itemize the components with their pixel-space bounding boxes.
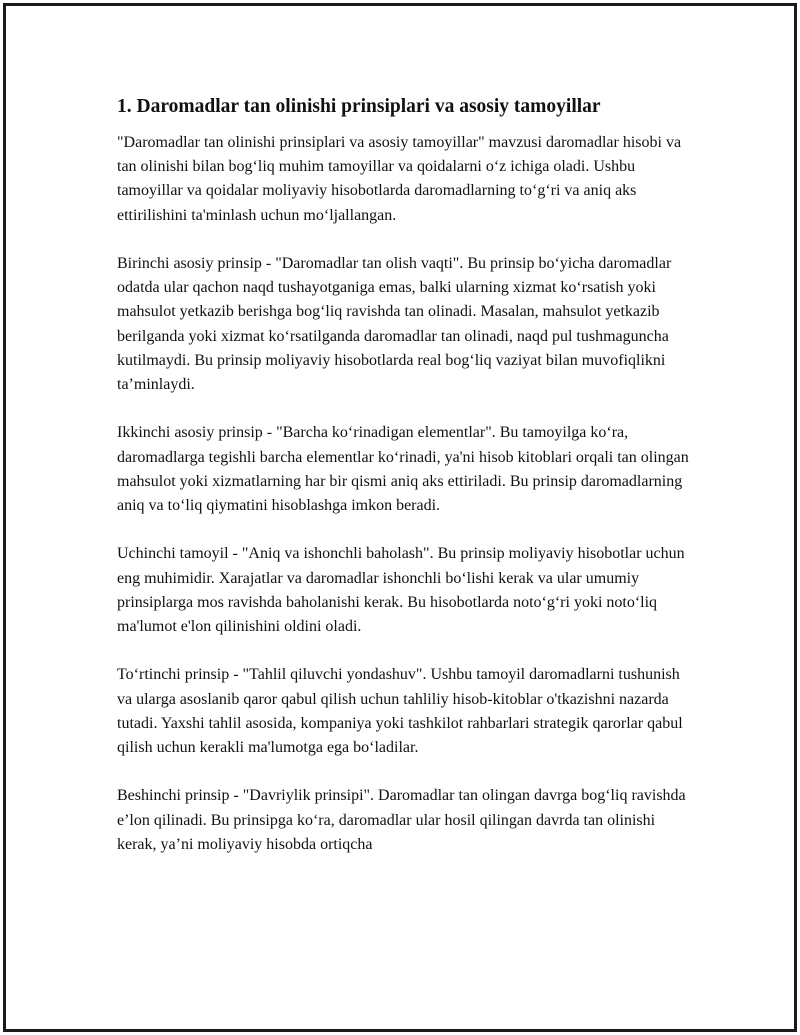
paragraph-intro: "Daromadlar tan olinishi prinsiplari va asosiy tamoyillar" mavzusi daromadlar hisobi va tan olinishi bilan bog‘liq muhim tamoyillar va qoidalarni o‘z ichiga oladi. Ushbu tamoyillar va qoidalar moliyaviy hisobotlarda daromadlarning to‘g‘ri va aniq aks ettirilishini ta'minlash uchun mo‘ljallangan. — [117, 134, 682, 224]
paragraph-fourth-principle: To‘rtinchi prinsip - "Tahlil qiluvchi yondashuv". Ushbu tamoyil daromadlarni tushunish va ularga asoslanib qaror qabul qilish uchun tahliliy hisob-kitoblar o'tkazishni nazarda tutadi. Yaxshi tahlil asosida, kompaniya yoki tashkilot rahbarlari strategik qarorlar qabul qilish uchun kerakli ma'lumotga ega bo‘ladilar. — [117, 666, 683, 757]
document-body — [117, 93, 697, 881]
paragraph-fifth-principle: Beshinchi prinsip - "Davriylik prinsipi". Daromadlar tan olingan davrga bog‘liq ravishda e’lon qilinadi. Bu prinsipga ko‘ra, daromadlar ular hosil qilingan davrda tan olinishi kerak, ya’ni moliyaviy hisobda ortiqcha — [117, 787, 686, 853]
paragraph-third-principle: Uchinchi tamoyil - "Aniq va ishonchli baholash". Bu prinsip moliyaviy hisobotlar uchun eng muhimidir. Xarajatlar va daromadlar ishonchli bo‘lishi kerak va ular umumiy prinsiplarga mos ravishda baholanishi kerak. Bu hisobotlarda noto‘g‘ri yoki noto‘liq ma'lumot e'lon qilinishini oldini oladi. — [117, 545, 685, 636]
paragraph-first-principle: Birinchi asosiy prinsip - "Daromadlar tan olish vaqti". Bu prinsip bo‘yicha daromadlar odatda ular qachon naqd tushayotganiga emas, balki ularning xizmat ko‘rsatish yoki mahsulot yetkazib berishga bog‘liq ravishda tan olinadi. Masalan, mahsulot yetkazib berilganda yoki xizmat ko‘rsatilganda daromadlar tan olinadi, naqd pul tushmaguncha kutilmaydi. Bu prinsip moliyaviy hisobotlarda real bog‘liq vaziyat bilan muvofiqlikni ta’minlaydi. — [117, 255, 672, 394]
section-heading: 1. Daromadlar tan olinishi prinsiplari va asosiy tamoyillar — [117, 96, 601, 117]
paragraph-second-principle: Ikkinchi asosiy prinsip - "Barcha ko‘rinadigan elementlar". Bu tamoyilga ko‘ra, daromadlarga tegishli barcha elementlar ko‘rinadi, ya'ni hisob kitoblari orqali tan olingan mahsulot yoki xizmatlarning har bir qismi aniq aks ettiriladi. Bu prinsip daromadlarning aniq va to‘liq qiymatini hisoblashga imkon beradi. — [117, 424, 689, 515]
